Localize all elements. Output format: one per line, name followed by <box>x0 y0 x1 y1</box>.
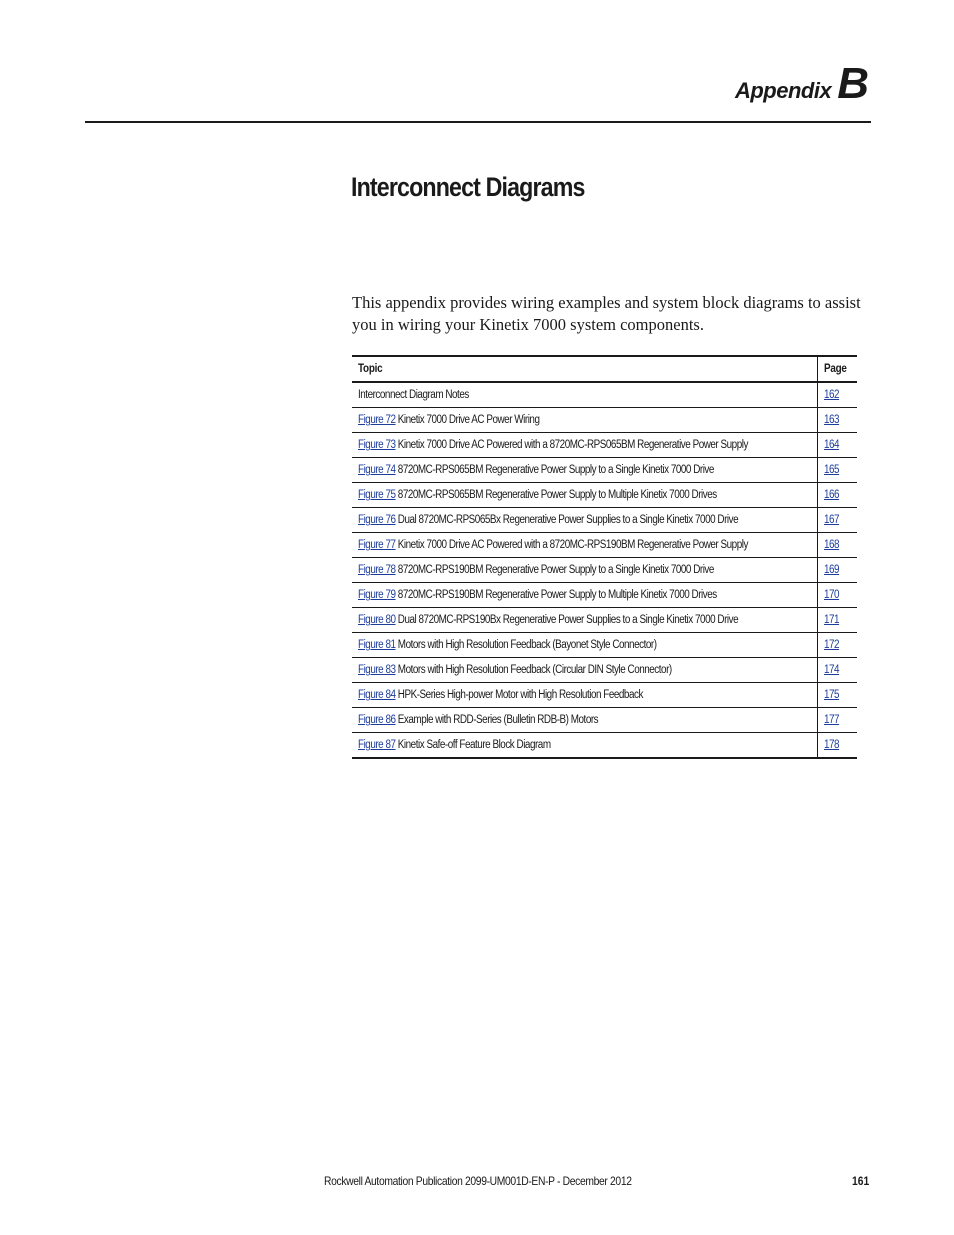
figure-link[interactable]: Figure 84 <box>358 689 396 701</box>
page-link[interactable]: 162 <box>824 389 840 401</box>
page-link[interactable]: 170 <box>824 589 840 601</box>
topic-text: 8720MC-RPS065BM Regenerative Power Supply to Multiple Kinetix 7000 Drives <box>395 489 717 501</box>
page-link[interactable]: 177 <box>824 714 840 726</box>
table-header-row <box>352 356 857 382</box>
table-row <box>352 583 857 608</box>
page-column-header: Page <box>818 356 857 382</box>
topic-cell <box>352 608 818 633</box>
table-row <box>352 633 857 658</box>
page-cell <box>818 483 857 508</box>
topic-cell <box>352 458 818 483</box>
page-link[interactable]: 163 <box>824 414 840 426</box>
figure-link[interactable]: Figure 86 <box>358 714 396 726</box>
figure-link[interactable]: Figure 81 <box>358 639 396 651</box>
topic-cell <box>352 658 818 683</box>
topic-cell <box>352 683 818 708</box>
page-cell <box>818 533 857 558</box>
topic-column-header: Topic <box>352 356 818 382</box>
figure-link[interactable]: Figure 79 <box>358 589 396 601</box>
topic-text: Example with RDD-Series (Bulletin RDB-B) Motors <box>395 714 599 726</box>
table-row <box>352 533 857 558</box>
topic-text: 8720MC-RPS065BM Regenerative Power Supply to a Single Kinetix 7000 Drive <box>395 464 714 476</box>
topic-text: Motors with High Resolution Feedback (Circular DIN Style Connector) <box>395 664 672 676</box>
page-cell <box>818 558 857 583</box>
page-link[interactable]: 168 <box>824 539 840 551</box>
table-row <box>352 382 857 408</box>
figure-link[interactable]: Figure 73 <box>358 439 396 451</box>
topic-rows <box>352 382 857 758</box>
footer-publication: Rockwell Automation Publication 2099-UM001D-EN-P - December 2012 <box>324 1174 632 1188</box>
figure-link[interactable]: Figure 78 <box>358 564 396 576</box>
page-link[interactable]: 175 <box>824 689 840 701</box>
table-row <box>352 433 857 458</box>
page-link[interactable]: 174 <box>824 664 840 676</box>
page-cell <box>818 433 857 458</box>
topic-cell <box>352 733 818 759</box>
table-row <box>352 558 857 583</box>
page-link[interactable]: 172 <box>824 639 840 651</box>
topic-text: Dual 8720MC-RPS065Bx Regenerative Power Supplies to a Single Kinetix 7000 Drive <box>395 514 739 526</box>
table-row <box>352 483 857 508</box>
topic-text: 8720MC-RPS190BM Regenerative Power Supply to a Single Kinetix 7000 Drive <box>395 564 714 576</box>
figure-link[interactable]: Figure 74 <box>358 464 396 476</box>
topic-cell <box>352 583 818 608</box>
figure-link[interactable]: Figure 80 <box>358 614 396 626</box>
page-cell <box>818 633 857 658</box>
page-cell <box>818 382 857 408</box>
page-number: 161 <box>852 1174 870 1188</box>
appendix-label: Appendix <box>734 78 832 103</box>
page-link[interactable]: 178 <box>824 739 840 751</box>
topic-text: Kinetix 7000 Drive AC Power Wiring <box>395 414 540 426</box>
topic-cell <box>352 533 818 558</box>
figure-link[interactable]: Figure 83 <box>358 664 396 676</box>
figure-link[interactable]: Figure 77 <box>358 539 396 551</box>
figure-link[interactable]: Figure 76 <box>358 514 396 526</box>
page-link[interactable]: 169 <box>824 564 840 576</box>
topic-cell <box>352 558 818 583</box>
topic-cell <box>352 382 818 408</box>
appendix-heading <box>734 59 868 108</box>
topic-cell <box>352 408 818 433</box>
header-rule <box>85 121 871 123</box>
table-row <box>352 733 857 759</box>
page-cell <box>818 658 857 683</box>
topic-cell <box>352 433 818 458</box>
figure-link[interactable]: Figure 75 <box>358 489 396 501</box>
topic-text: 8720MC-RPS190BM Regenerative Power Supply to Multiple Kinetix 7000 Drives <box>395 589 717 601</box>
page-link[interactable]: 165 <box>824 464 840 476</box>
topic-text: Kinetix 7000 Drive AC Powered with a 8720MC-RPS190BM Regenerative Power Supply <box>395 539 748 551</box>
table-row <box>352 683 857 708</box>
figure-link[interactable]: Figure 87 <box>358 739 396 751</box>
table-row <box>352 608 857 633</box>
page-cell <box>818 608 857 633</box>
topic-table <box>352 355 857 759</box>
appendix-letter: B <box>837 59 868 108</box>
topic-text: Kinetix 7000 Drive AC Powered with a 8720MC-RPS065BM Regenerative Power Supply <box>395 439 748 451</box>
topic-cell <box>352 708 818 733</box>
table-row <box>352 408 857 433</box>
page-cell <box>818 708 857 733</box>
topic-cell <box>352 633 818 658</box>
page-title: Interconnect Diagrams <box>351 172 585 202</box>
topic-text: HPK-Series High-power Motor with High Resolution Feedback <box>395 689 643 701</box>
page-link[interactable]: 166 <box>824 489 840 501</box>
table-row <box>352 708 857 733</box>
intro-paragraph: This appendix provides wiring examples and system block diagrams to assist you in wiring your Kinetix 7000 system components. <box>352 293 861 334</box>
page-cell <box>818 458 857 483</box>
page-cell <box>818 733 857 759</box>
figure-link[interactable]: Figure 72 <box>358 414 396 426</box>
page-cell <box>818 583 857 608</box>
table-row <box>352 658 857 683</box>
topic-text: Interconnect Diagram Notes <box>358 389 469 401</box>
table-row <box>352 458 857 483</box>
topic-cell <box>352 508 818 533</box>
page-link[interactable]: 167 <box>824 514 840 526</box>
page-cell <box>818 683 857 708</box>
page-cell <box>818 508 857 533</box>
topic-cell <box>352 483 818 508</box>
topic-text: Motors with High Resolution Feedback (Bayonet Style Connector) <box>395 639 657 651</box>
page-cell <box>818 408 857 433</box>
page-link[interactable]: 171 <box>824 614 840 626</box>
page-link[interactable]: 164 <box>824 439 840 451</box>
topic-text: Kinetix Safe-off Feature Block Diagram <box>395 739 551 751</box>
table-row <box>352 508 857 533</box>
topic-text: Dual 8720MC-RPS190Bx Regenerative Power Supplies to a Single Kinetix 7000 Drive <box>395 614 739 626</box>
